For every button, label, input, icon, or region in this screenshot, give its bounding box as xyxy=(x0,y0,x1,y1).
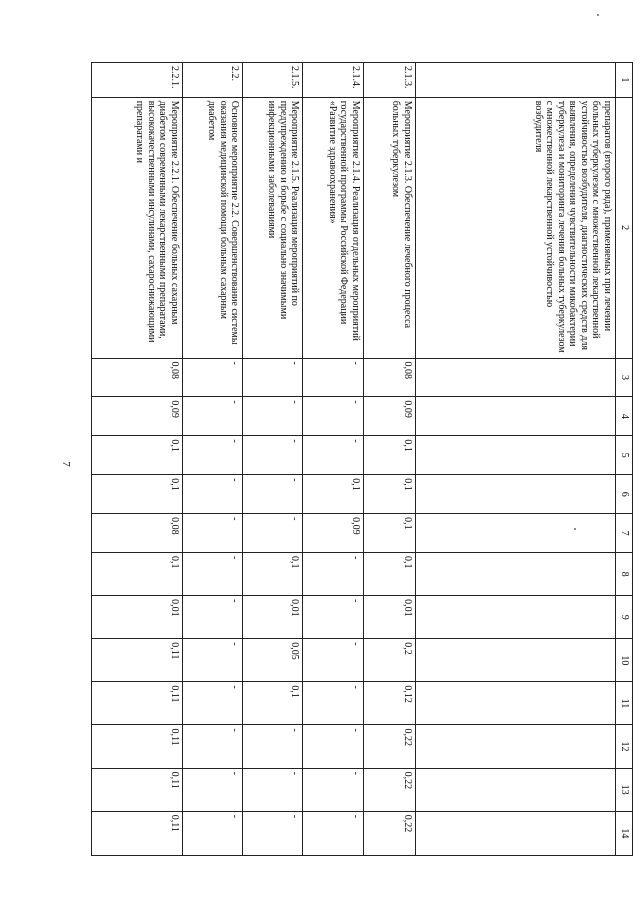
row-value-col-9 xyxy=(415,596,615,639)
row-value-col-11: 0,1 xyxy=(243,682,303,725)
column-header-14: 14 xyxy=(616,811,633,855)
table-header-row xyxy=(616,63,633,856)
row-value-col-5: 0,1 xyxy=(363,436,415,475)
row-code: 2.2. xyxy=(182,63,242,98)
row-value-col-9: 0,01 xyxy=(363,596,415,639)
row-value-col-4 xyxy=(415,397,615,436)
row-value-col-6: 0,1 xyxy=(92,475,183,514)
table-body xyxy=(92,63,616,856)
row-value-col-4: - xyxy=(182,397,242,436)
column-header-7: 7 xyxy=(616,514,633,553)
row-value-col-9: 0,01 xyxy=(92,596,183,639)
row-value-col-13: - xyxy=(182,768,242,811)
row-value-col-8: 0,1 xyxy=(363,553,415,596)
indicator-table xyxy=(91,62,633,856)
row-value-col-3: 0,08 xyxy=(92,358,183,397)
row-value-col-12: - xyxy=(303,725,363,768)
row-measure-name: препаратов (второго ряда), применяемых при лечении больных туберкулезом с множественной лекарственной устойчивостью возбудителя, диагностических средств для выявления, определения чувствительности микобактерии туберкулеза и мониторинга лечения больных туберкулезом с множественной лекарственной устойчивостью возбудителя xyxy=(415,97,615,358)
column-header-3: 3 xyxy=(616,358,633,397)
row-value-col-6: - xyxy=(243,475,303,514)
row-value-col-13: 0,22 xyxy=(363,768,415,811)
row-value-col-4: 0,09 xyxy=(363,397,415,436)
row-value-col-3: 0,08 xyxy=(363,358,415,397)
column-header-1: 1 xyxy=(616,63,633,98)
row-value-col-6: 0,1 xyxy=(303,475,363,514)
row-value-col-9: - xyxy=(303,596,363,639)
scan-speck xyxy=(597,14,599,16)
column-header-6: 6 xyxy=(616,475,633,514)
row-value-col-5: 0,1 xyxy=(92,436,183,475)
row-value-col-8: 0,1 xyxy=(243,553,303,596)
column-header-13: 13 xyxy=(616,768,633,811)
row-measure-name: Мероприятие 2.1.4. Реализация отдельных мероприятий государственной программы Российской Федерации «Развитие здравоохранения» xyxy=(303,97,363,358)
column-header-8: 8 xyxy=(616,553,633,596)
row-value-col-14: - xyxy=(303,811,363,855)
row-code xyxy=(415,63,615,98)
row-value-col-8: - xyxy=(182,553,242,596)
row-value-col-6: 0,1 xyxy=(363,475,415,514)
row-value-col-5: - xyxy=(182,436,242,475)
row-value-col-12 xyxy=(415,725,615,768)
row-measure-name: Мероприятие 2.1.5. Реализация мероприятий по предупреждению и борьбе с социально значимыми инфекционными заболеваниями xyxy=(243,97,303,358)
row-value-col-14: - xyxy=(182,811,242,855)
row-value-col-5: - xyxy=(243,436,303,475)
row-value-col-6 xyxy=(415,475,615,514)
row-code: 2.1.5. xyxy=(243,63,303,98)
row-value-col-10: - xyxy=(182,639,242,682)
row-value-col-11: - xyxy=(182,682,242,725)
row-value-col-8 xyxy=(415,553,615,596)
row-value-col-7: - xyxy=(182,514,242,553)
row-value-col-8: - xyxy=(303,553,363,596)
table-row xyxy=(363,63,415,856)
row-value-col-7: 0,08 xyxy=(92,514,183,553)
row-value-col-10: 0,11 xyxy=(92,639,183,682)
column-header-10: 10 xyxy=(616,639,633,682)
row-value-col-6: - xyxy=(182,475,242,514)
row-value-col-7 xyxy=(415,514,615,553)
row-value-col-3: - xyxy=(303,358,363,397)
row-value-col-5: - xyxy=(303,436,363,475)
row-value-col-9: - xyxy=(182,596,242,639)
column-header-9: 9 xyxy=(616,596,633,639)
row-value-col-11 xyxy=(415,682,615,725)
row-value-col-12: - xyxy=(243,725,303,768)
table-row xyxy=(415,63,615,856)
row-value-col-13: 0,11 xyxy=(92,768,183,811)
row-value-col-12: - xyxy=(182,725,242,768)
row-value-col-5 xyxy=(415,436,615,475)
row-value-col-11: - xyxy=(303,682,363,725)
row-code: 2.1.3. xyxy=(363,63,415,98)
column-header-11: 11 xyxy=(616,682,633,725)
row-value-col-12: 0,22 xyxy=(363,725,415,768)
row-value-col-8: 0,1 xyxy=(92,553,183,596)
row-value-col-10: 0,2 xyxy=(363,639,415,682)
row-value-col-3: - xyxy=(243,358,303,397)
row-value-col-10 xyxy=(415,639,615,682)
row-value-col-10: 0,05 xyxy=(243,639,303,682)
row-value-col-14 xyxy=(415,811,615,855)
row-code: 2.2.1. xyxy=(92,63,183,98)
row-measure-name: Мероприятие 2.2.1. Обеспечение больных сахарным диабетом современными лекарственными препаратами, высококачественными инсулинами, сахароснижающими препаратами и xyxy=(92,97,183,358)
row-value-col-7: 0,09 xyxy=(303,514,363,553)
row-value-col-13: - xyxy=(303,768,363,811)
page-number: 7 xyxy=(60,461,72,467)
column-header-4: 4 xyxy=(616,397,633,436)
table-row xyxy=(182,63,242,856)
row-value-col-14: 0,11 xyxy=(92,811,183,855)
row-value-col-14: - xyxy=(243,811,303,855)
row-measure-name: Основное мероприятие 2.2. Совершенствование системы оказания медицинской помощи больным сахарным диабетом xyxy=(182,97,242,358)
row-value-col-3: - xyxy=(182,358,242,397)
row-measure-name: Мероприятие 2.1.3. Обеспечение лечебного процесса больных туберкулезом xyxy=(363,97,415,358)
column-header-12: 12 xyxy=(616,725,633,768)
row-value-col-13 xyxy=(415,768,615,811)
row-value-col-10: - xyxy=(303,639,363,682)
row-value-col-9: 0,01 xyxy=(243,596,303,639)
row-value-col-13: - xyxy=(243,768,303,811)
row-value-col-11: 0,11 xyxy=(92,682,183,725)
table-row xyxy=(92,63,183,856)
table-row xyxy=(303,63,363,856)
row-value-col-14: 0,22 xyxy=(363,811,415,855)
row-value-col-7: 0,1 xyxy=(363,514,415,553)
row-value-col-4: 0,09 xyxy=(92,397,183,436)
column-header-5: 5 xyxy=(616,436,633,475)
row-value-col-4: - xyxy=(303,397,363,436)
table-row xyxy=(243,63,303,856)
row-value-col-4: - xyxy=(243,397,303,436)
row-value-col-3 xyxy=(415,358,615,397)
row-code: 2.1.4. xyxy=(303,63,363,98)
row-value-col-11: 0,12 xyxy=(363,682,415,725)
row-value-col-7: - xyxy=(243,514,303,553)
rotated-table-wrapper xyxy=(91,62,633,856)
column-header-2: 2 xyxy=(616,97,633,358)
row-value-col-12: 0,11 xyxy=(92,725,183,768)
